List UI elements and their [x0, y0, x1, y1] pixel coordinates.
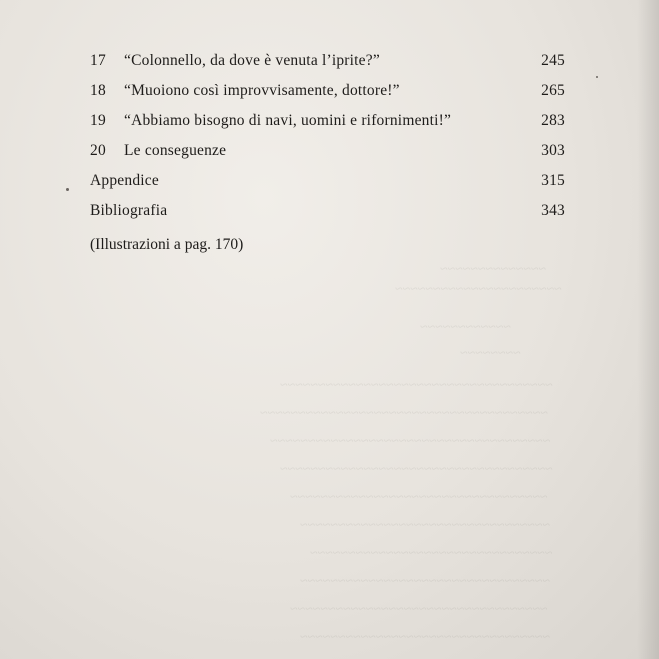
chapter-title: “Colonnello, da dove è venuta l’iprite?” — [124, 52, 380, 69]
chapter-title: “Muoiono così improvvisamente, dottore!” — [124, 82, 400, 99]
show-through-text: ~~~~~~~~~~~~~~~~~~~~~~~~~~~~~~~~~~ — [290, 602, 548, 617]
page-number: 283 — [541, 112, 565, 129]
show-through-text: ~~~~~~~~~~~~~~~~~~~~~~~~~~~~~~~~~ — [300, 574, 550, 589]
toc-entry — [90, 112, 565, 136]
toc-entry — [90, 52, 565, 76]
chapter-title: Le conseguenze — [124, 142, 227, 159]
show-through-text: ~~~~~~~~~~~~ — [420, 320, 511, 335]
page-number: 303 — [541, 142, 565, 159]
chapter-number: 20 — [90, 142, 106, 159]
chapter-title: “Abbiamo bisogno di navi, uomini e rifornimenti!” — [124, 112, 452, 129]
chapter-number: 18 — [90, 82, 106, 99]
toc-entry — [90, 172, 565, 196]
show-through-text: ~~~~~~~~~~~~~~~~~~~~~~~~~~~~~~~~~~~~ — [280, 462, 553, 477]
show-through-text: ~~~~~~~~~~~~~~~~~~~~~~~~~~~~~~~~ — [310, 546, 553, 561]
page-number: 315 — [541, 172, 565, 189]
show-through-text: ~~~~~~~~ — [460, 346, 521, 361]
section-title: Appendice — [90, 172, 159, 189]
show-through-text: ~~~~~~~~~~~~~~~~~~~~~~~~~~~~~~~~~ — [300, 630, 550, 645]
toc-entry — [90, 202, 565, 226]
section-title: Bibliografia — [90, 202, 168, 219]
toc-entry — [90, 82, 565, 106]
show-through-text: ~~~~~~~~~~~~~~~~~~~~~~ — [395, 282, 562, 297]
page-number: 343 — [541, 202, 565, 219]
illustrations-note: (Illustrazioni a pag. 170) — [90, 236, 244, 253]
show-through-text: ~~~~~~~~~~~~~~~~~~~~~~~~~~~~~~~~~~ — [290, 490, 548, 505]
chapter-number: 17 — [90, 52, 106, 69]
page-number: 265 — [541, 82, 565, 99]
show-through-text: ~~~~~~~~~~~~~~~~~~~~~~~~~~~~~~~~~~~~~ — [270, 434, 551, 449]
show-through-text: ~~~~~~~~~~~~~~~~~~~~~~~~~~~~~~~~~~~~ — [280, 378, 553, 393]
show-through-text: ~~~~~~~~~~~~~~ — [440, 262, 547, 277]
toc-entry — [90, 142, 565, 166]
chapter-number: 19 — [90, 112, 106, 129]
show-through-text: ~~~~~~~~~~~~~~~~~~~~~~~~~~~~~~~~~~~~~~ — [260, 406, 548, 421]
show-through-text: ~~~~~~~~~~~~~~~~~~~~~~~~~~~~~~~~~ — [300, 518, 550, 533]
page-number: 245 — [541, 52, 565, 69]
